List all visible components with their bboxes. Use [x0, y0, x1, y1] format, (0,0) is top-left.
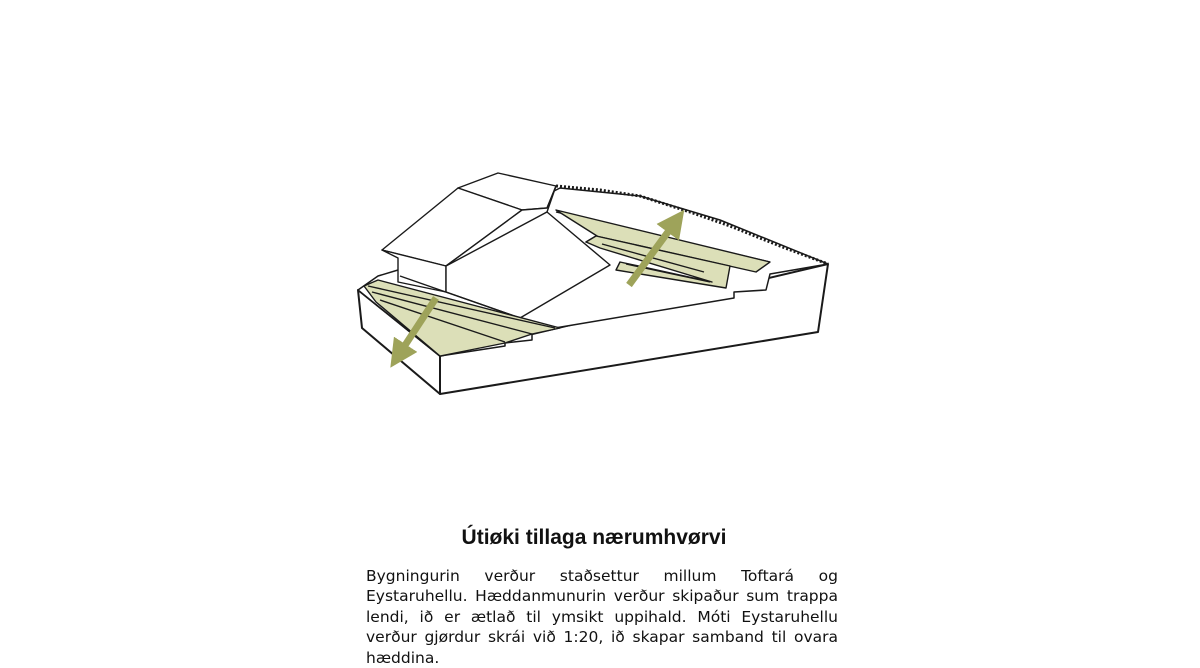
caption-title: Útiøki tillaga nærumhvørvi — [461, 526, 727, 549]
caption-body: Bygningurin verður staðsettur millum Toftará og Eystaruhellu. Hæddanmunurin verður skipaður sum trappa lendi, ið er ætlað til ymsikt uppihald. Móti Eystaruhellu verður gjørdur skrái við 1:20, ið skapar samband til ovara hæddina. — [366, 567, 838, 667]
